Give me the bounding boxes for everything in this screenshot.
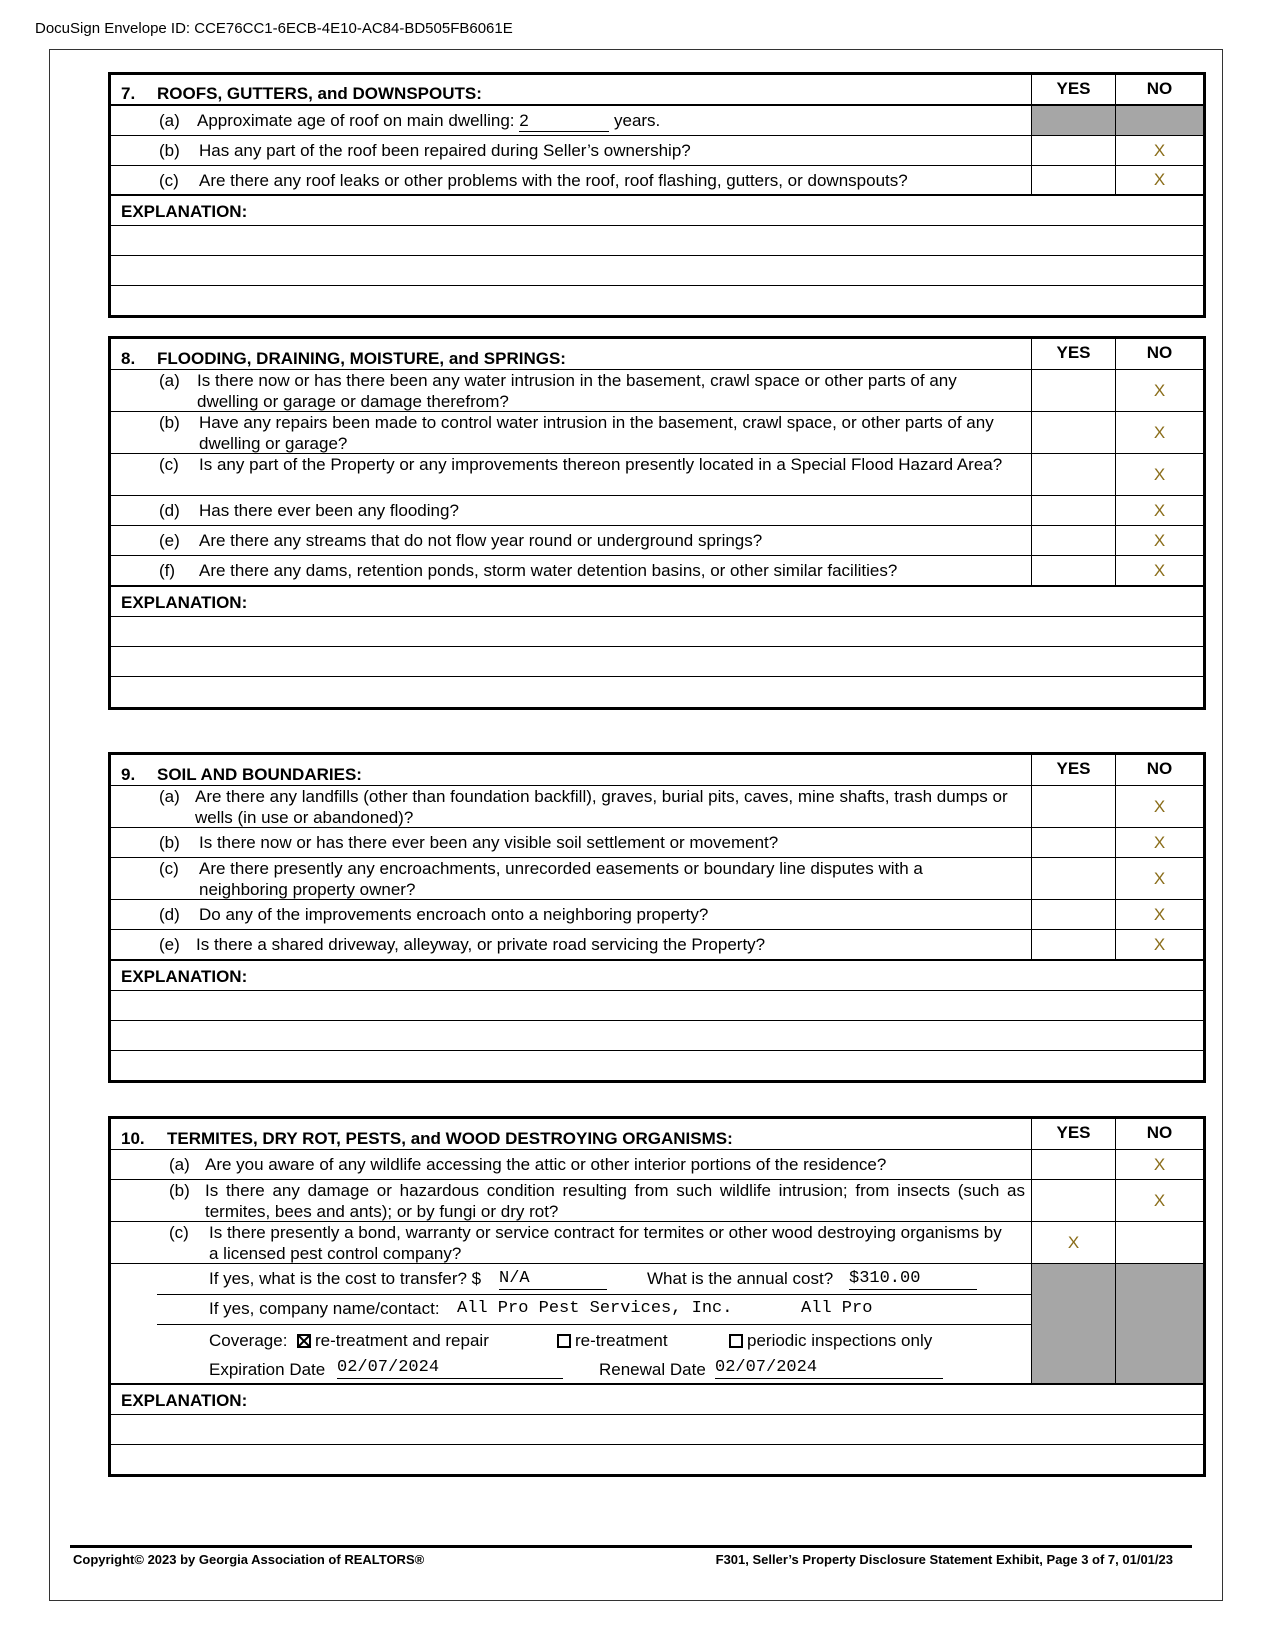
no-checkbox[interactable] [1115,1222,1203,1263]
coverage-option-repair[interactable]: re-treatment and repair [297,1330,489,1351]
question-letter: (a) [169,1155,190,1174]
no-header: NO [1115,755,1203,785]
explanation-line[interactable] [111,286,1203,315]
yes-checkbox[interactable] [1031,556,1115,585]
explanation-line[interactable] [111,1445,1203,1474]
expiration-label: Expiration Date [209,1360,326,1379]
yes-checkbox[interactable] [1031,828,1115,857]
transfer-label: If yes, what is the cost to transfer? $ [209,1269,482,1288]
section-9-header [111,755,1203,786]
coverage-option-retreatment[interactable]: re-treatment [557,1330,668,1351]
question-letter: (e) [159,531,180,550]
company-label: If yes, company name/contact: [209,1299,440,1318]
no-cell [1115,1294,1203,1324]
explanation-line[interactable] [111,1051,1203,1080]
no-checkbox[interactable]: X [1115,930,1203,959]
no-checkbox[interactable]: X [1115,166,1203,194]
question-text: Are there any landfills (other than foundation backfill), graves, burial pits, caves, mine shafts, trash dumps or wells (in use or abandoned)? [195,787,1008,827]
question-letter: (c) [159,859,179,878]
coverage-row [111,1324,1203,1354]
explanation-label: EXPLANATION: [121,1391,248,1410]
explanation-line[interactable] [111,1021,1203,1051]
yes-checkbox[interactable] [1031,454,1115,495]
explanation-label: EXPLANATION: [121,967,248,986]
no-cell [1115,1354,1203,1383]
yes-checkbox[interactable] [1031,166,1115,194]
question-row-10a [111,1150,1203,1180]
question-row-8d [111,496,1203,526]
yes-header: YES [1031,339,1115,369]
question-row-7c [111,166,1203,196]
yes-header: YES [1031,75,1115,104]
no-cell [1115,106,1203,135]
section-number: 8. [121,349,136,368]
explanation-row [111,587,1203,617]
no-checkbox[interactable]: X [1115,454,1203,495]
question-row-8b [111,412,1203,454]
company-name-field[interactable]: All Pro Pest Services, Inc. [457,1299,733,1318]
no-cell [1115,1324,1203,1354]
question-text: Approximate age of roof on main dwelling: [197,111,515,130]
yes-checkbox[interactable] [1031,526,1115,555]
annual-cost-field[interactable]: $310.00 [849,1268,977,1290]
company-contact-field[interactable]: All Pro [801,1299,873,1318]
section-number: 7. [121,84,136,103]
section-title: ROOFS, GUTTERS, and DOWNSPOUTS: [157,84,482,103]
question-text: Is there a shared driveway, alleyway, or private road servicing the Property? [196,935,766,954]
no-checkbox[interactable]: X [1115,786,1203,827]
section-title: SOIL AND BOUNDARIES: [157,765,362,784]
question-letter: (c) [159,171,179,190]
question-row-9d [111,900,1203,930]
yes-checkbox[interactable] [1031,786,1115,827]
years-suffix: years. [613,111,661,130]
question-text: Has there ever been any flooding? [199,501,459,520]
coverage-option-inspections[interactable]: periodic inspections only [729,1330,932,1351]
yes-cell [1031,106,1115,135]
section-10 [108,1116,1206,1477]
transfer-row [111,1264,1203,1294]
question-text: Are there any dams, retention ponds, storm water detention basins, or other similar facilities? [199,561,898,580]
question-letter: (e) [159,935,180,954]
section-number: 10. [121,1129,145,1148]
question-row-9c [111,858,1203,900]
no-cell [1115,1264,1203,1294]
question-row-8e [111,526,1203,556]
explanation-row [111,1385,1203,1415]
question-letter: (a) [159,111,180,130]
expiration-date-field[interactable]: 02/07/2024 [337,1357,563,1379]
renewal-date-field[interactable]: 02/07/2024 [715,1357,943,1379]
yes-checkbox[interactable] [1031,1150,1115,1179]
question-text: Has any part of the roof been repaired during Seller’s ownership? [199,141,691,160]
checked-checkbox-icon[interactable] [297,1334,311,1348]
explanation-line[interactable] [111,991,1203,1021]
question-letter: (c) [159,455,179,474]
question-text: Is there now or has there been any water intrusion in the basement, crawl space or other parts of any dwelling or garage or damage therefrom? [197,371,957,411]
question-text: Are there any roof leaks or other problems with the roof, roof flashing, gutters, or downspouts? [199,171,908,190]
yes-checkbox[interactable] [1031,1180,1115,1221]
question-letter: (b) [169,1181,190,1200]
question-row-8a [111,370,1203,412]
explanation-label: EXPLANATION: [121,593,248,612]
yes-cell [1031,1294,1115,1324]
section-title: TERMITES, DRY ROT, PESTS, and WOOD DESTROYING ORGANISMS: [167,1129,733,1148]
yes-checkbox[interactable] [1031,930,1115,959]
no-checkbox[interactable]: X [1115,828,1203,857]
question-letter: (c) [169,1223,189,1242]
no-checkbox[interactable]: X [1115,556,1203,585]
no-checkbox[interactable]: X [1115,1180,1203,1221]
explanation-row [111,961,1203,991]
no-checkbox[interactable]: X [1115,900,1203,929]
section-10-header [111,1119,1203,1150]
question-text: Are there any streams that do not flow year round or underground springs? [199,531,763,550]
question-row-8f [111,556,1203,587]
question-row-9e [111,930,1203,961]
question-text: Do any of the improvements encroach onto a neighboring property? [199,905,709,924]
no-checkbox[interactable]: X [1115,412,1203,453]
yes-cell [1031,1324,1115,1354]
explanation-line[interactable] [111,617,1203,647]
question-text: Have any repairs been made to control water intrusion in the basement, crawl space, or other parts of any dwelling or garage? [199,413,994,453]
company-row [111,1294,1203,1324]
footer-copyright: Copyright© 2023 by Georgia Association of REALTORS® [73,1552,425,1567]
yes-checkbox[interactable] [1031,900,1115,929]
no-checkbox[interactable]: X [1115,370,1203,411]
explanation-label: EXPLANATION: [121,202,248,221]
explanation-line[interactable] [111,226,1203,256]
transfer-cost-field[interactable]: N/A [499,1268,607,1290]
no-checkbox[interactable]: X [1115,526,1203,555]
yes-checkbox[interactable] [1031,370,1115,411]
question-letter: (b) [159,413,180,432]
section-7 [108,72,1206,318]
question-text: Is there now or has there ever been any visible soil settlement or movement? [199,833,779,852]
no-checkbox[interactable]: X [1115,496,1203,525]
annual-cost-label: What is the annual cost? [647,1269,834,1288]
question-letter: (a) [159,787,180,806]
question-letter: (d) [159,501,180,520]
section-8-header [111,339,1203,370]
no-checkbox[interactable]: X [1115,1150,1203,1179]
question-letter: (a) [159,371,180,390]
checkbox-icon[interactable] [729,1334,743,1348]
section-number: 9. [121,765,136,784]
explanation-row [111,196,1203,226]
yes-cell [1031,1264,1115,1294]
question-row-9b [111,828,1203,858]
section-7-header [111,75,1203,106]
question-row-10b [111,1180,1203,1222]
question-text: Is there any damage or hazardous condition resulting from such wildlife intrusion; from insects (such as termites, bees and ants); or by fungi or dry rot? [205,1181,1025,1221]
section-title: FLOODING, DRAINING, MOISTURE, and SPRINGS: [157,349,566,368]
no-header: NO [1115,75,1203,104]
question-row-7b [111,136,1203,166]
footer-form-id: F301, Seller’s Property Disclosure Statement Exhibit, Page 3 of 7, 01/01/23 [715,1552,1173,1567]
question-row-8c [111,454,1203,496]
envelope-id: DocuSign Envelope ID: CCE76CC1-6ECB-4E10-AC84-BD505FB6061E [35,20,513,37]
question-letter: (b) [159,141,180,160]
renewal-label: Renewal Date [599,1360,706,1379]
explanation-line[interactable] [111,1415,1203,1445]
section-8 [108,336,1206,710]
yes-checkbox[interactable] [1031,136,1115,165]
dates-row [111,1354,1203,1385]
question-letter: (d) [159,905,180,924]
yes-header: YES [1031,1119,1115,1149]
question-letter: (f) [159,561,176,580]
yes-checkbox[interactable]: X [1031,1222,1115,1263]
no-header: NO [1115,1119,1203,1149]
explanation-line[interactable] [111,256,1203,286]
yes-checkbox[interactable] [1031,412,1115,453]
checkbox-icon[interactable] [557,1334,571,1348]
question-row-10c [111,1222,1203,1264]
coverage-label: Coverage: [209,1331,288,1350]
no-checkbox[interactable]: X [1115,858,1203,899]
no-checkbox[interactable]: X [1115,136,1203,165]
no-header: NO [1115,339,1203,369]
explanation-line[interactable] [111,647,1203,677]
section-9 [108,752,1206,1083]
question-letter: (b) [159,833,180,852]
yes-checkbox[interactable] [1031,858,1115,899]
question-row-7a [111,106,1203,136]
roof-age-field[interactable]: 2 [519,110,609,132]
explanation-line[interactable] [111,677,1203,707]
question-row-9a [111,786,1203,828]
yes-header: YES [1031,755,1115,785]
footer-rule [70,1545,1192,1548]
question-text: Are you aware of any wildlife accessing the attic or other interior portions of the residence? [205,1155,887,1174]
question-text: Are there presently any encroachments, unrecorded easements or boundary line disputes with a neighboring property owner? [199,859,923,899]
question-text: Is any part of the Property or any improvements thereon presently located in a Special Flood Hazard Area? [199,455,1003,474]
yes-cell [1031,1354,1115,1383]
yes-checkbox[interactable] [1031,496,1115,525]
question-text: Is there presently a bond, warranty or service contract for termites or other wood destroying organisms by a licensed pest control company? [209,1223,1002,1263]
